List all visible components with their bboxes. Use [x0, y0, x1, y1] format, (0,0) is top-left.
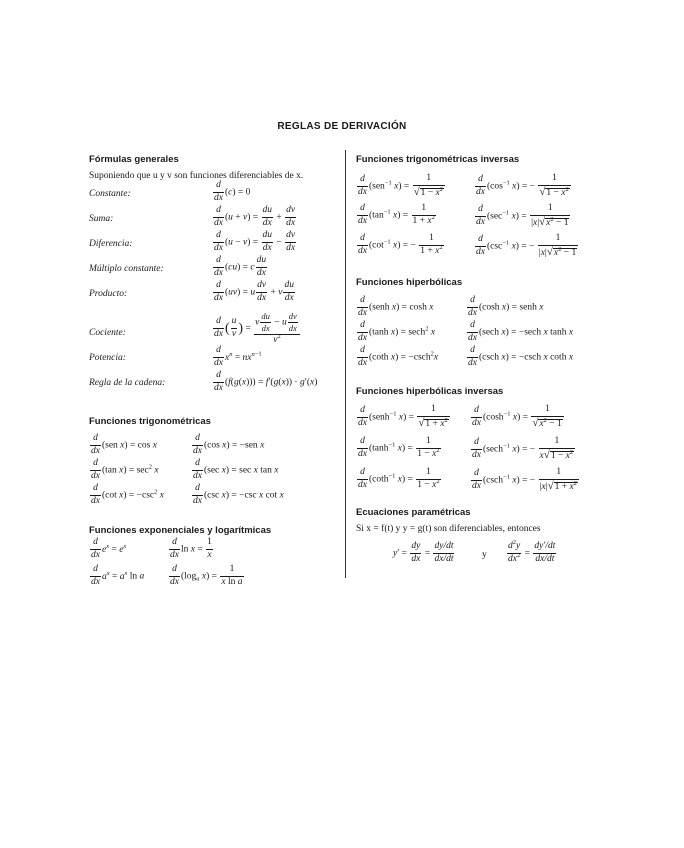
formula-deriv-loga: $\frac{d}{dx}$ ($\log_a$ x) = $\frac{1}{\text{x ln a}}$: [170, 564, 243, 587]
formula-deriv-cos: $\frac{d}{dx}$ (cos x) = −sen x: [193, 433, 265, 456]
formula-chain: $\frac{d}{dx}$ (f(g(x))) = f′(g(x)) · g′(x): [214, 370, 318, 393]
formula-deriv-arccos: $\frac{d}{dx}$ ($\cos^{-1}$ x) = − $\frac{1}{√1 - x^2}$: [476, 173, 569, 198]
formula-deriv-arcsin: $\frac{d}{dx}$ (sen$^{-1}$ x) = $\frac{1}{√1 - x^2}$: [358, 173, 443, 198]
rule-label-sum: Suma:: [89, 214, 114, 224]
rule-label-constant: Constante:: [89, 189, 131, 199]
formula-deriv-sinh: $\frac{d}{dx}$ (senh x) = cosh x: [358, 295, 434, 318]
formula-param-second: $\frac{d^2y}{dx^2}$ = $\frac{dy'/dt}{dx/dt}$: [508, 539, 556, 564]
formula-deriv-arccsc: $\frac{d}{dx}$ ($\csc^{-1}$ x) = − $\frac{1}{|x|√x^2 - 1}$: [476, 233, 577, 258]
formula-deriv-arctan: $\frac{d}{dx}$ ($\tan^{-1}$ x) = $\frac{1}{1 + x^2}$: [358, 203, 435, 226]
formula-deriv-ln: $\frac{d}{dx}$ ln x = $\frac{1}{x}$: [170, 537, 212, 560]
formula-deriv-ax: $\frac{d}{dx}$ $a^x = a^x$ ln a: [91, 564, 145, 587]
trig-heading: Funciones trigonométricas: [89, 416, 211, 427]
formula-deriv-arsinh: $\frac{d}{dx}$ (senh$^{-1}$ x) = $\frac{1}{√1 + x^2}$: [358, 404, 448, 429]
param-and: y: [482, 550, 487, 560]
general-formulas-heading: Fórmulas generales: [89, 154, 179, 165]
formula-deriv-sin: $\frac{d}{dx}$ (sen x) = cos x: [91, 433, 157, 456]
rule-label-chain: Regla de la cadena:: [89, 378, 166, 388]
param-heading: Ecuaciones paramétricas: [356, 507, 471, 518]
formula-constant-multiple: $\frac{d}{dx}$ (cu) = c $\frac{du}{dx}$: [214, 255, 267, 278]
formula-deriv-arcsch: $\frac{d}{dx}$ (csch$^{-1}$ x) = − $\frac{1}{|x|√1 + x^2}$: [472, 467, 577, 492]
general-intro: Suponiendo que u y v son funciones diferenciables de x.: [89, 171, 304, 181]
page-title: REGLAS DE DERIVACIÓN: [277, 121, 407, 132]
formula-constant: $\frac{d}{dx}$ (c) = 0: [214, 180, 251, 203]
formula-deriv-tanh: $\frac{d}{dx}$ (tanh x) = sech$^2$ x: [358, 320, 436, 343]
formula-deriv-arcsec: $\frac{d}{dx}$ ($\sec^{-1}$ x) = $\frac{1}{|x|√x^2 - 1}$: [476, 203, 569, 228]
formula-deriv-csc: $\frac{d}{dx}$ (csc x) = −csc x cot x: [193, 483, 284, 506]
rule-label-difference: Diferencia:: [89, 239, 133, 249]
rule-label-product: Producto:: [89, 289, 128, 299]
formula-deriv-exp: $\frac{d}{dx}$ $e^x = e^x$: [91, 537, 127, 560]
param-intro: Si x = f(t) y y = g(t) son diferenciables, entonces: [356, 524, 541, 534]
rule-label-power: Potencia:: [89, 353, 126, 363]
hyper-heading: Funciones hiperbólicas: [356, 277, 463, 288]
formula-deriv-csch: $\frac{d}{dx}$ (csch x) = −csch x coth x: [468, 345, 574, 368]
formula-deriv-arcosh: $\frac{d}{dx}$ ($\cosh^{-1}$ x) = $\frac{1}{√x^2 - 1}$: [472, 404, 562, 429]
formula-deriv-arsech: $\frac{d}{dx}$ (sech$^{-1}$ x) = − $\frac{1}{x√1 - x^2}$: [472, 436, 574, 461]
formula-deriv-sech: $\frac{d}{dx}$ (sech x) = −sech x tanh x: [468, 320, 574, 343]
rule-label-constant-multiple: Múltiplo constante:: [89, 264, 164, 274]
formula-product: $\frac{d}{dx}$ (uv) = u $\frac{dv}{dx}$ + v $\frac{du}{dx}$: [214, 280, 294, 303]
formula-deriv-arccot: $\frac{d}{dx}$ ($\cot^{-1}$ x) = − $\frac{1}{1 + x^2}$: [358, 233, 443, 256]
formula-param-first: y′ = $\frac{dy}{dx}$ = $\frac{dy/dt}{dx/dt}$: [393, 541, 454, 564]
formula-quotient: $\frac{d}{dx}$ ( $\frac{u}{v}$ ) = v $\frac{du}{dx}$ − u $\frac{dv}{dx}$ $v^2$: [212, 312, 301, 346]
invtrig-heading: Funciones trigonométricas inversas: [356, 154, 520, 165]
formula-sum: $\frac{d}{dx}$ (u + v) = $\frac{du}{dx}$ + $\frac{dv}{dx}$: [214, 205, 296, 228]
invhyper-heading: Funciones hiperbólicas inversas: [356, 386, 504, 397]
explog-heading: Funciones exponenciales y logarítmicas: [89, 525, 272, 536]
formula-deriv-coth: $\frac{d}{dx}$ (coth x) = −csch$^2$x: [358, 345, 439, 368]
formula-difference: $\frac{d}{dx}$ (u − v) = $\frac{du}{dx}$ − $\frac{dv}{dx}$: [214, 230, 296, 253]
formula-deriv-cosh: $\frac{d}{dx}$ (cosh x) = senh x: [468, 295, 544, 318]
formula-deriv-cot: $\frac{d}{dx}$ (cot $x) = -\csc^2$ x: [91, 483, 164, 506]
formula-deriv-sec: $\frac{d}{dx}$ (sec x) = sec x tan x: [193, 458, 279, 481]
rule-label-quotient: Cociente:: [89, 328, 126, 338]
formula-power: $\frac{d}{dx}$ $x^n = nx^{n-1}$: [214, 345, 262, 368]
formula-deriv-artanh: $\frac{d}{dx}$ ($\tanh^{-1}$ x) = $\frac{1}{1 - x^2}$: [358, 436, 440, 459]
column-divider: [345, 150, 346, 578]
formula-deriv-tan: $\frac{d}{dx}$ (tan $x) = \sec^2 x$: [91, 458, 159, 481]
formula-deriv-arcoth: $\frac{d}{dx}$ (coth$^{-1}$ x) = $\frac{1}{1 - x^2}$: [358, 467, 440, 490]
